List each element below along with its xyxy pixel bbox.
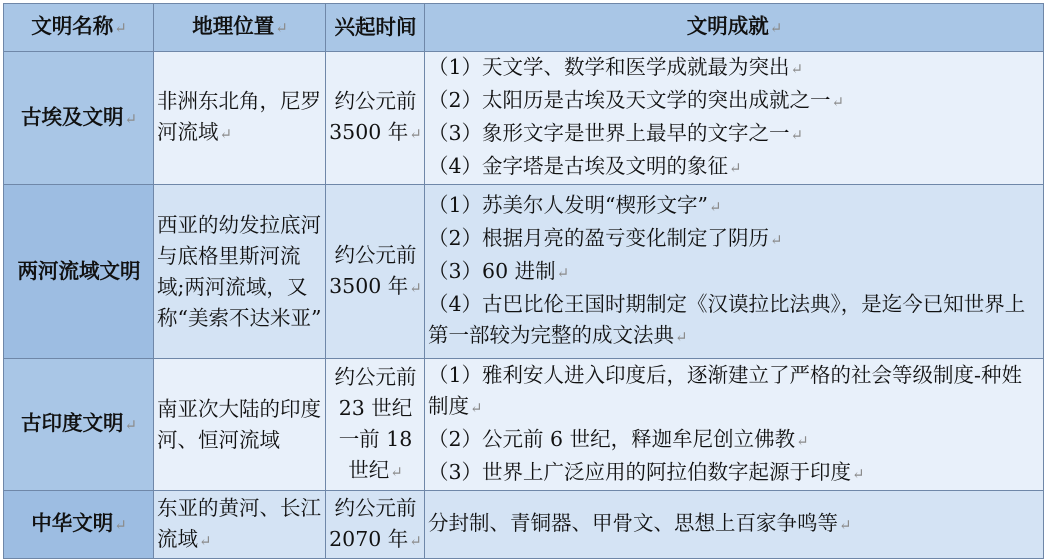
civilization-location: 东亚的黄河、长江流域↵ <box>154 491 326 559</box>
header-location: 地理位置↵ <box>154 4 326 52</box>
civilization-name: 中华文明↵ <box>4 491 154 559</box>
achievement-item: （3）60 进制↵ <box>428 259 570 283</box>
civilizations-table <box>3 3 1044 559</box>
achievement-item: （2）公元前 6 世纪，释迦牟尼创立佛教↵ <box>428 426 809 451</box>
civilization-achievements <box>425 52 1044 185</box>
achievement-item: （2）根据月亮的盈亏变化制定了阴历↵ <box>428 226 783 250</box>
achievement-item: （4）金字塔是古埃及文明的象征↵ <box>428 154 742 178</box>
achievement-item: （1）雅利安人进入印度后，逐渐建立了严格的社会等级制度-种姓制度↵ <box>428 362 1022 418</box>
achievement-item: （2）太阳历是古埃及天文学的突出成就之一↵ <box>428 88 845 112</box>
civilization-achievements <box>425 491 1044 559</box>
table-row <box>4 52 1044 185</box>
achievement-item: （3）象形文字是世界上最早的文字之一↵ <box>428 121 804 145</box>
civilization-time: 约公元前 3500 年↵ <box>326 52 425 185</box>
header-name: 文明名称↵ <box>4 4 154 52</box>
civilization-time: 约公元前 2070 年↵ <box>326 491 425 559</box>
achievement-item: 分封制、青铜器、甲骨文、思想上百家争鸣等↵ <box>428 511 852 535</box>
achievement-item: （3）世界上广泛应用的阿拉伯数字起源于印度↵ <box>428 459 865 484</box>
civilization-location: 南亚次大陆的印度河、恒河流域 <box>154 359 326 491</box>
civilization-location: 西亚的幼发拉底河与底格里斯河流域;两河流域，又称“美索不达米亚” <box>154 185 326 359</box>
civilization-time: 约公元前 3500 年↵ <box>326 185 425 359</box>
table-row <box>4 491 1044 559</box>
civilization-location: 非洲东北角，尼罗河流域↵ <box>154 52 326 185</box>
civilization-achievements <box>425 185 1044 359</box>
table-row <box>4 359 1044 491</box>
achievement-item: （4）古巴比伦王国时期制定《汉谟拉比法典》，是迄今已知世界上第一部较为完整的成文法典↵ <box>428 292 1026 347</box>
header-time: 兴起时间 <box>326 4 425 52</box>
civilization-name: 古埃及文明↵ <box>4 52 154 185</box>
civilization-name: 两河流域文明 <box>4 185 154 359</box>
achievement-item: （1）天文学、数学和医学成就最为突出↵ <box>428 55 804 79</box>
table-row <box>4 185 1044 359</box>
civilization-name: 古印度文明↵ <box>4 359 154 491</box>
header-achievements: 文明成就↵ <box>425 4 1044 52</box>
civilization-time: 约公元前 23 世纪 一前 18 世纪↵ <box>326 359 425 491</box>
header-row <box>4 4 1044 52</box>
civilization-achievements <box>425 359 1044 491</box>
achievement-item: （1）苏美尔人发明“楔形文字”↵ <box>428 193 722 217</box>
